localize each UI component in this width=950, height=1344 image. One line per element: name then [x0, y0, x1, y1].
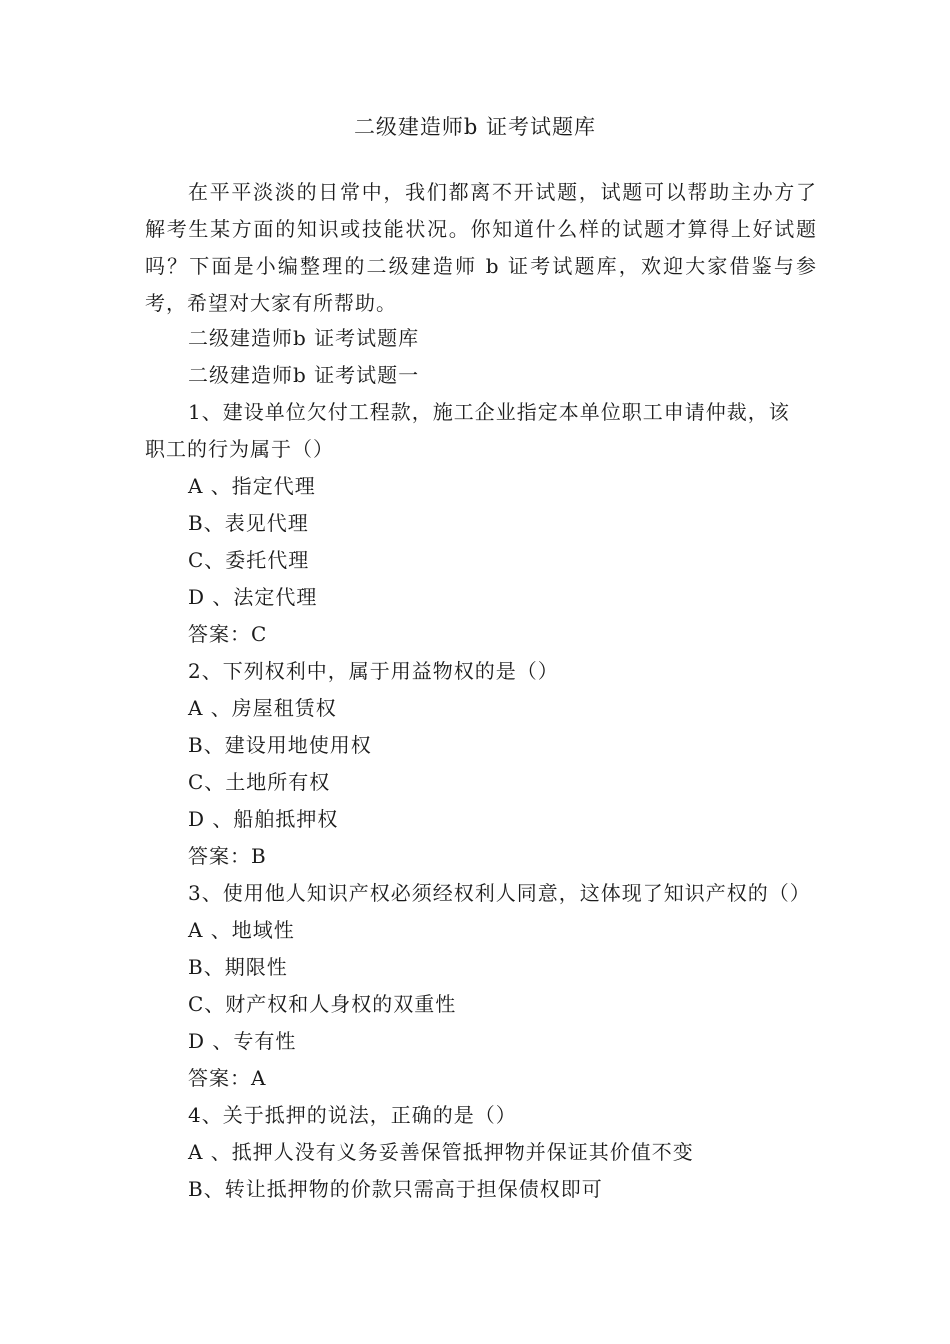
intro-paragraph: 在平平淡淡的日常中，我们都离不开试题，试题可以帮助主办方了解考生某方面的知识或技能状况。你知道什么样的试题才算得上好试题吗？下面是小编整理的二级建造师 b 证考试题库，欢迎大家借鉴与参考，希望对大家有所帮助。	[145, 180, 817, 315]
question-3-option-d: D 、专有性	[188, 1029, 297, 1053]
question-3-option-b: B、期限性	[188, 955, 288, 979]
question-1-option-c: C、委托代理	[188, 548, 310, 572]
question-4-stem: 4、关于抵押的说法，正确的是（）	[188, 1103, 517, 1127]
subheading: 二级建造师b 证考试题库	[188, 326, 420, 350]
question-2-option-d: D 、船舶抵押权	[188, 807, 339, 831]
question-2-option-c: C、土地所有权	[188, 770, 331, 794]
question-1-option-b: B、表见代理	[188, 511, 309, 535]
question-3-answer: 答案：A	[188, 1066, 267, 1090]
question-3-option-a: A 、地域性	[188, 918, 295, 942]
document-title: 二级建造师b 证考试题库	[353, 115, 597, 139]
question-2-stem: 2、下列权利中，属于用益物权的是（）	[188, 659, 559, 683]
question-2-option-a: A 、房屋租赁权	[188, 696, 337, 720]
question-list	[0, 320, 950, 1208]
question-2-answer: 答案：B	[188, 844, 267, 868]
question-3-option-c: C、财产权和人身权的双重性	[188, 992, 457, 1016]
section-title: 二级建造师b 证考试题一	[188, 363, 420, 387]
question-4-option-a: A 、抵押人没有义务妥善保管抵押物并保证其价值不变	[188, 1140, 694, 1164]
question-1-option-a: A 、指定代理	[188, 474, 316, 498]
question-3-stem: 3、使用他人知识产权必须经权利人同意，这体现了知识产权的（）	[188, 881, 811, 905]
question-2-option-b: B、建设用地使用权	[188, 733, 372, 757]
question-1-option-d: D 、法定代理	[188, 585, 318, 609]
question-4-option-b: B、转让抵押物的价款只需高于担保债权即可	[188, 1177, 603, 1201]
question-1-answer: 答案：C	[188, 622, 268, 646]
question-1-stem: 1、建设单位欠付工程款，施工企业指定本单位职工申请仲裁，该	[188, 400, 790, 424]
question-1-stem-continued: 职工的行为属于（）	[145, 437, 334, 461]
